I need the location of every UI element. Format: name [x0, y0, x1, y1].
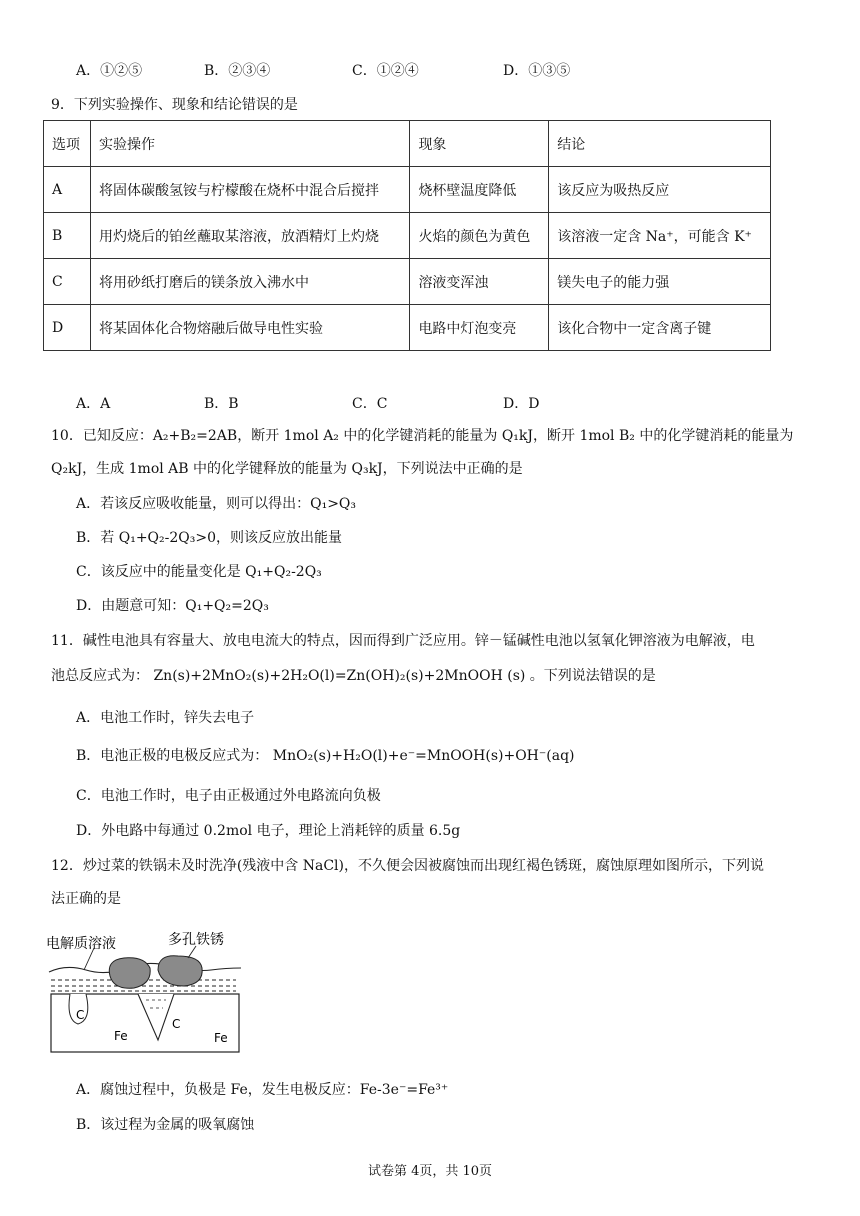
q9-stem: 9．下列实验操作、现象和结论错误的是	[51, 97, 298, 113]
cell-operation: 将用砂纸打磨后的镁条放入沸水中	[90, 259, 409, 305]
header-option: 选项	[44, 121, 91, 167]
label-c-right: C	[172, 1017, 181, 1031]
q8-option-b: B．②③④	[204, 63, 271, 79]
q8-option-d: D．①③⑤	[503, 63, 571, 79]
q10-stem-line2: Q₂kJ，生成 1mol AB 中的化学键释放的能量为 Q₃kJ，下列说法中正确的是	[51, 461, 523, 477]
label-fe-right: Fe	[214, 1031, 228, 1045]
q9-option-a: A．A	[76, 396, 111, 412]
q12-option-a: A．腐蚀过程中，负极是 Fe，发生电极反应：Fe-3e⁻=Fe³⁺	[76, 1082, 449, 1098]
q11-option-c: C．电池工作时，电子由正极通过外电路流向负极	[76, 788, 381, 804]
cell-operation: 将某固体化合物熔融后做导电性实验	[90, 305, 409, 351]
cell-phenomenon: 烧杯壁温度降低	[410, 167, 549, 213]
label-fe-left: Fe	[114, 1029, 128, 1043]
header-conclusion: 结论	[549, 121, 771, 167]
header-phenomenon: 现象	[410, 121, 549, 167]
q9-option-d: D．D	[503, 396, 540, 412]
cell-option: A	[44, 167, 91, 213]
page-footer: 试卷第 4页，共 10页	[367, 1164, 493, 1179]
cell-conclusion: 该化合物中一定含离子键	[549, 305, 771, 351]
cell-operation: 将固体碳酸氢铵与柠檬酸在烧杯中混合后搅拌	[90, 167, 409, 213]
cell-conclusion: 该溶液一定含 Na⁺，可能含 K⁺	[549, 213, 771, 259]
q10-stem-line1: 10．已知反应：A₂+B₂=2AB，断开 1mol A₂ 中的化学键消耗的能量为 Q₁kJ，断开 1mol B₂ 中的化学键消耗的能量为	[51, 428, 794, 444]
cell-option: D	[44, 305, 91, 351]
q11-option-d: D．外电路中每通过 0.2mol 电子，理论上消耗锌的质量 6.5g	[76, 823, 461, 839]
cell-option: B	[44, 213, 91, 259]
q11-stem-line2: 池总反应式为： Zn(s)+2MnO₂(s)+2H₂O(l)=Zn(OH)₂(s)+2MnOOH (s) 。下列说法错误的是	[51, 668, 656, 684]
cell-phenomenon: 电路中灯泡变亮	[410, 305, 549, 351]
table-row	[44, 213, 771, 259]
cell-conclusion: 该反应为吸热反应	[549, 167, 771, 213]
q8-option-c: C．①②④	[352, 63, 419, 79]
q11-option-a: A．电池工作时，锌失去电子	[76, 710, 255, 726]
cell-conclusion: 镁失电子的能力强	[549, 259, 771, 305]
cell-phenomenon: 溶液变浑浊	[410, 259, 549, 305]
q9-option-c: C．C	[352, 396, 388, 412]
q10-option-c: C．该反应中的能量变化是 Q₁+Q₂-2Q₃	[76, 564, 322, 580]
q8-option-a: A．①②⑤	[76, 63, 143, 79]
label-c-left: C	[76, 1008, 85, 1022]
corrosion-diagram	[46, 928, 246, 1054]
table-row	[44, 259, 771, 305]
label-electrolyte: 电解质溶液	[46, 936, 116, 952]
q10-option-b: B．若 Q₁+Q₂-2Q₃>0，则该反应放出能量	[76, 530, 343, 546]
cell-phenomenon: 火焰的颜色为黄色	[410, 213, 549, 259]
q12-stem-line1: 12．炒过菜的铁锅未及时洗净(残液中含 NaCl)，不久便会因被腐蚀而出现红褐色锈斑，腐蚀原理如图所示，下列说	[51, 858, 764, 874]
q11-option-b: B．电池正极的电极反应式为： MnO₂(s)+H₂O(l)+e⁻=MnOOH(s)+OH⁻(aq)	[76, 748, 575, 764]
q12-stem-line2: 法正确的是	[51, 891, 121, 907]
q10-option-d: D．由题意可知：Q₁+Q₂=2Q₃	[76, 598, 269, 614]
cell-option: C	[44, 259, 91, 305]
cell-operation: 用灼烧后的铂丝蘸取某溶液，放酒精灯上灼烧	[90, 213, 409, 259]
table-row	[44, 305, 771, 351]
label-porous-rust: 多孔铁锈	[168, 932, 224, 948]
q11-stem-line1: 11．碱性电池具有容量大、放电电流大的特点，因而得到广泛应用。锌－锰碱性电池以氢氧化钾溶液为电解液，电	[51, 633, 755, 649]
table-header-row	[44, 121, 771, 167]
header-operation: 实验操作	[90, 121, 409, 167]
table-row	[44, 167, 771, 213]
q9-option-b: B．B	[204, 396, 239, 412]
q12-option-b: B．该过程为金属的吸氧腐蚀	[76, 1117, 255, 1133]
q9-table	[43, 120, 771, 351]
q10-option-a: A．若该反应吸收能量，则可以得出：Q₁>Q₃	[76, 496, 357, 512]
